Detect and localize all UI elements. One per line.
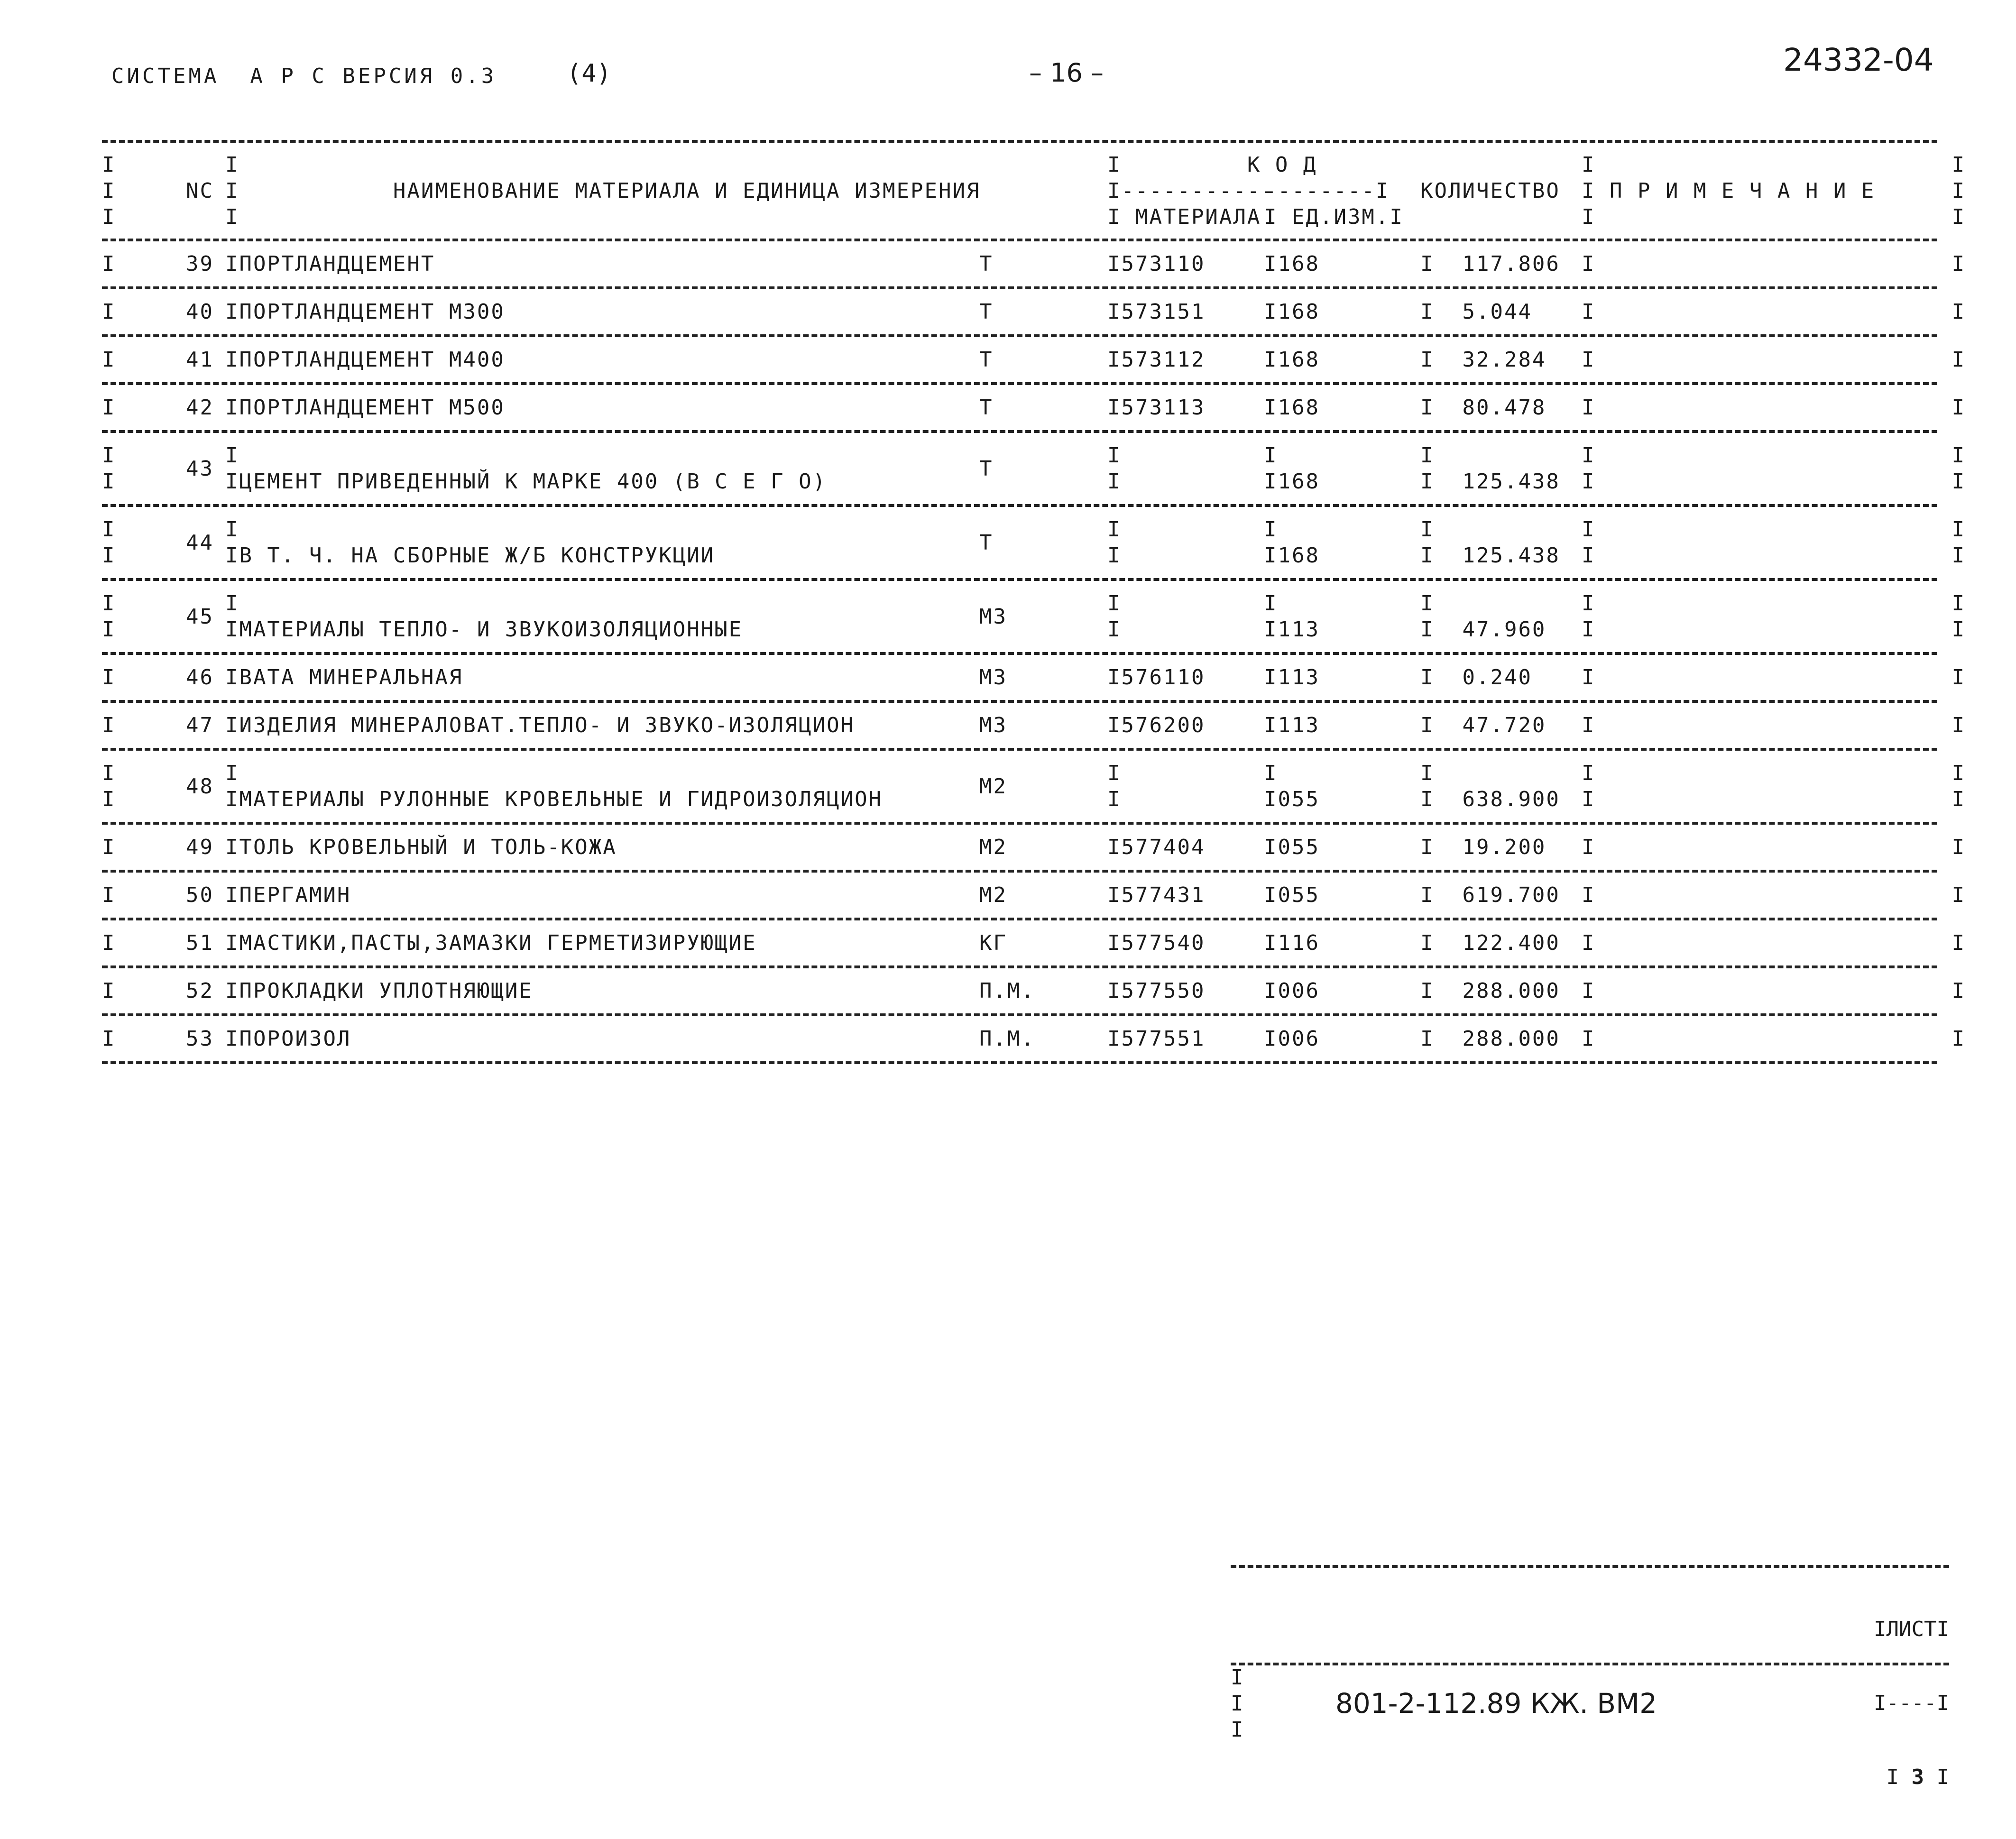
row-right-border: I I [1952, 591, 1966, 642]
row-number: 43 [186, 456, 214, 481]
row-right-border: I [1952, 348, 1966, 372]
row-quantity: I 0.240 [1420, 665, 1532, 690]
row-quantity: I 80.478 [1420, 395, 1547, 420]
row-rule [102, 1061, 1937, 1064]
sheet-number-box: IЛИСТI I----I I 3 I [1874, 1617, 1949, 1789]
header-unit-spacer [979, 178, 1107, 204]
table-row [102, 873, 1966, 918]
row-unit: М2 [979, 883, 1007, 907]
row-material-code: I I [1107, 443, 1122, 494]
row-unit-code: I006 [1264, 1027, 1320, 1051]
row-left-border: I [102, 931, 116, 955]
row-number: 41 [186, 348, 214, 372]
row-unit: Т [979, 395, 994, 420]
row-note: I I [1582, 517, 1596, 568]
system-label: СИСТЕМА А Р С ВЕРСИЯ 0.3 [111, 64, 497, 88]
row-left-border: I [102, 835, 116, 859]
row-material-code: I577550 [1107, 979, 1206, 1003]
row-quantity: I 5.044 [1420, 300, 1532, 324]
row-note: I [1582, 300, 1596, 324]
row-unit: Т [979, 530, 994, 555]
row-material-code: I I [1107, 761, 1122, 811]
row-number: 52 [186, 979, 214, 1003]
row-unit: М2 [979, 774, 1007, 799]
row-unit-code: I168 [1264, 252, 1320, 276]
table-body [102, 241, 1966, 1064]
row-note: I I [1582, 443, 1596, 494]
row-note: I [1582, 395, 1596, 420]
row-right-border: I [1952, 979, 1966, 1003]
row-number: 45 [186, 604, 214, 629]
row-note: I [1582, 979, 1596, 1003]
table-row [102, 751, 1966, 822]
header-nc: NC [186, 178, 214, 203]
row-left-border: I I [102, 443, 116, 494]
document-designation: 801-2-112.89 КЖ. ВМ2 [1335, 1687, 1657, 1719]
row-right-border: I [1952, 835, 1966, 859]
row-number: 42 [186, 395, 214, 420]
row-number: 44 [186, 530, 214, 555]
row-material-code: I573151 [1107, 300, 1206, 324]
row-name: I IВ Т. Ч. НА СБОРНЫЕ Ж/Б КОНСТРУКЦИИ [225, 517, 715, 568]
row-material-code: I I [1107, 517, 1122, 568]
row-note: I [1582, 348, 1596, 372]
row-right-border: I [1952, 252, 1966, 276]
row-quantity: I 288.000 [1420, 1027, 1560, 1051]
row-name: IПЕРГАМИН [225, 883, 351, 907]
row-material-code: I577431 [1107, 883, 1206, 907]
header-right-border: I I I [1952, 152, 1966, 229]
table-row [102, 920, 1966, 965]
row-right-border: I [1952, 931, 1966, 955]
row-name: IТОЛЬ КРОВЕЛЬНЫЙ И ТОЛЬ-КОЖА [225, 835, 617, 859]
row-left-border: I [102, 979, 116, 1003]
row-material-code: I573113 [1107, 395, 1206, 420]
row-left-border: I [102, 348, 116, 372]
header-code-material: I К О Д I----------- I МАТЕРИАЛА [1107, 152, 1317, 229]
row-unit-code: I113 [1264, 665, 1320, 690]
row-unit-code: I I113 [1264, 591, 1320, 642]
row-unit: М3 [979, 604, 1007, 629]
row-number: 46 [186, 665, 214, 690]
row-unit: М2 [979, 835, 1007, 859]
table-row [102, 507, 1966, 578]
row-left-border: I [102, 883, 116, 907]
row-unit-code: I006 [1264, 979, 1320, 1003]
page-number: – 16 – [1029, 58, 1104, 88]
row-unit-code: I116 [1264, 931, 1320, 955]
table-row [102, 825, 1966, 870]
row-quantity: I 19.200 [1420, 835, 1547, 859]
table-row [102, 1016, 1966, 1061]
header-note-spacer [1729, 178, 1937, 204]
row-note: I [1582, 252, 1596, 276]
row-unit: КГ [979, 931, 1007, 955]
table-row [102, 655, 1966, 700]
row-unit: П.М. [979, 1027, 1035, 1051]
row-unit-code: I168 [1264, 300, 1320, 324]
row-right-border: I I [1952, 443, 1966, 494]
row-material-code: I573110 [1107, 252, 1206, 276]
row-unit-code: I168 [1264, 395, 1320, 420]
row-name: IПОРТЛАНДЦЕМЕНТ [225, 252, 435, 276]
row-name: IМАСТИКИ,ПАСТЫ,ЗАМАЗКИ ГЕРМЕТИЗИРУЮЩИЕ [225, 931, 757, 955]
row-name: IИЗДЕЛИЯ МИНЕРАЛОВАТ.ТЕПЛО- И ЗВУКО-ИЗОЛЯЦИОН [225, 713, 855, 737]
row-right-border: I [1952, 713, 1966, 737]
row-note: I I [1582, 591, 1596, 642]
row-left-border: I [102, 665, 116, 690]
row-unit-code: I I168 [1264, 443, 1320, 494]
document-number: 24332-04 [1783, 42, 1934, 78]
row-unit: М3 [979, 665, 1007, 690]
row-note: I [1582, 713, 1596, 737]
header-quantity: КОЛИЧЕСТВО [1420, 178, 1560, 203]
row-name: I IМАТЕРИАЛЫ ТЕПЛО- И ЗВУКОИЗОЛЯЦИОННЫЕ [225, 591, 743, 642]
row-left-border: I [102, 713, 116, 737]
row-right-border: I I [1952, 517, 1966, 568]
table-row [102, 581, 1966, 652]
header-left-border: I I I [102, 152, 116, 229]
row-name: IПОРТЛАНДЦЕМЕНТ М300 [225, 300, 505, 324]
row-left-border: I [102, 252, 116, 276]
row-name: IПОРТЛАНДЦЕМЕНТ М400 [225, 348, 505, 372]
row-unit: Т [979, 348, 994, 372]
row-quantity: I 288.000 [1420, 979, 1560, 1003]
row-right-border: I [1952, 395, 1966, 420]
row-note: I [1582, 1027, 1596, 1051]
title-block-left-border: I I I [1231, 1665, 1243, 1742]
row-unit-code: I168 [1264, 348, 1320, 372]
table-row [102, 703, 1966, 748]
row-left-border: I I [102, 591, 116, 642]
row-unit-code: I I168 [1264, 517, 1320, 568]
row-quantity: I I 638.900 [1420, 761, 1560, 811]
row-unit-code: I I055 [1264, 761, 1320, 811]
row-quantity: I 32.284 [1420, 348, 1547, 372]
row-number: 39 [186, 252, 214, 276]
table-row [102, 337, 1966, 382]
row-left-border: I [102, 395, 116, 420]
row-unit: Т [979, 300, 994, 324]
row-note: I [1582, 665, 1596, 690]
row-quantity: I I 125.438 [1420, 517, 1560, 568]
row-unit-code: I113 [1264, 713, 1320, 737]
row-quantity: I 117.806 [1420, 252, 1560, 276]
row-material-code: I576110 [1107, 665, 1206, 690]
row-unit: Т [979, 456, 994, 481]
row-material-code: I577551 [1107, 1027, 1206, 1051]
row-right-border: I [1952, 300, 1966, 324]
row-number: 48 [186, 774, 214, 799]
materials-table [102, 140, 1966, 1064]
table-row [102, 385, 1966, 430]
run-number: (4) [567, 59, 611, 88]
row-left-border: I [102, 300, 116, 324]
row-note: I [1582, 931, 1596, 955]
row-quantity: I I 47.960 [1420, 591, 1547, 642]
row-quantity: I 122.400 [1420, 931, 1560, 955]
row-quantity: I I 125.438 [1420, 443, 1560, 494]
row-name: I IЦЕМЕНТ ПРИВЕДЕННЫЙ К МАРКЕ 400 (В С Е Г О) [225, 443, 827, 494]
row-number: 47 [186, 713, 214, 737]
row-unit: Т [979, 252, 994, 276]
row-number: 50 [186, 883, 214, 907]
row-number: 40 [186, 300, 214, 324]
row-quantity: I 619.700 [1420, 883, 1560, 907]
row-number: 49 [186, 835, 214, 859]
row-name: IПРОКЛАДКИ УПЛОТНЯЮЩИЕ [225, 979, 533, 1003]
table-row [102, 289, 1966, 334]
row-material-code: I I [1107, 591, 1122, 642]
row-left-border: I [102, 1027, 116, 1051]
row-number: 53 [186, 1027, 214, 1051]
row-name: I IМАТЕРИАЛЫ РУЛОННЫЕ КРОВЕЛЬНЫЕ И ГИДРОИЗОЛЯЦИОН [225, 761, 883, 811]
row-left-border: I I [102, 761, 116, 811]
row-material-code: I573112 [1107, 348, 1206, 372]
table-header [102, 143, 1966, 239]
row-material-code: I577540 [1107, 931, 1206, 955]
row-quantity: I 47.720 [1420, 713, 1547, 737]
row-unit: П.М. [979, 979, 1035, 1003]
row-right-border: I I [1952, 761, 1966, 811]
table-row [102, 968, 1966, 1013]
row-unit-code: I055 [1264, 835, 1320, 859]
header-note: I I П Р И М Е Ч А Н И Е I [1582, 152, 1876, 229]
row-note: I [1582, 883, 1596, 907]
title-block [1231, 1565, 1949, 1789]
row-right-border: I [1952, 883, 1966, 907]
row-note: I [1582, 835, 1596, 859]
table-row [102, 241, 1966, 286]
row-unit-code: I055 [1264, 883, 1320, 907]
row-name: IПОРОИЗОЛ [225, 1027, 351, 1051]
row-name: IВАТА МИНЕРАЛЬНАЯ [225, 665, 463, 690]
sheet-number: 3 [1911, 1765, 1924, 1789]
sheet-label: ЛИСТ [1886, 1617, 1937, 1641]
row-unit: М3 [979, 713, 1007, 737]
row-material-code: I577404 [1107, 835, 1206, 859]
header-code-unit: --------I I ЕД.ИЗМ.I [1264, 178, 1404, 229]
header-name: I I НАИМЕНОВАНИЕ МАТЕРИАЛА И ЕДИНИЦА ИЗМЕРЕНИЯ I [225, 152, 981, 229]
row-name: IПОРТЛАНДЦЕМЕНТ М500 [225, 395, 505, 420]
row-note: I I [1582, 761, 1596, 811]
row-material-code: I576200 [1107, 713, 1206, 737]
row-right-border: I [1952, 1027, 1966, 1051]
row-left-border: I I [102, 517, 116, 568]
row-number: 51 [186, 931, 214, 955]
row-right-border: I [1952, 665, 1966, 690]
table-row [102, 433, 1966, 504]
